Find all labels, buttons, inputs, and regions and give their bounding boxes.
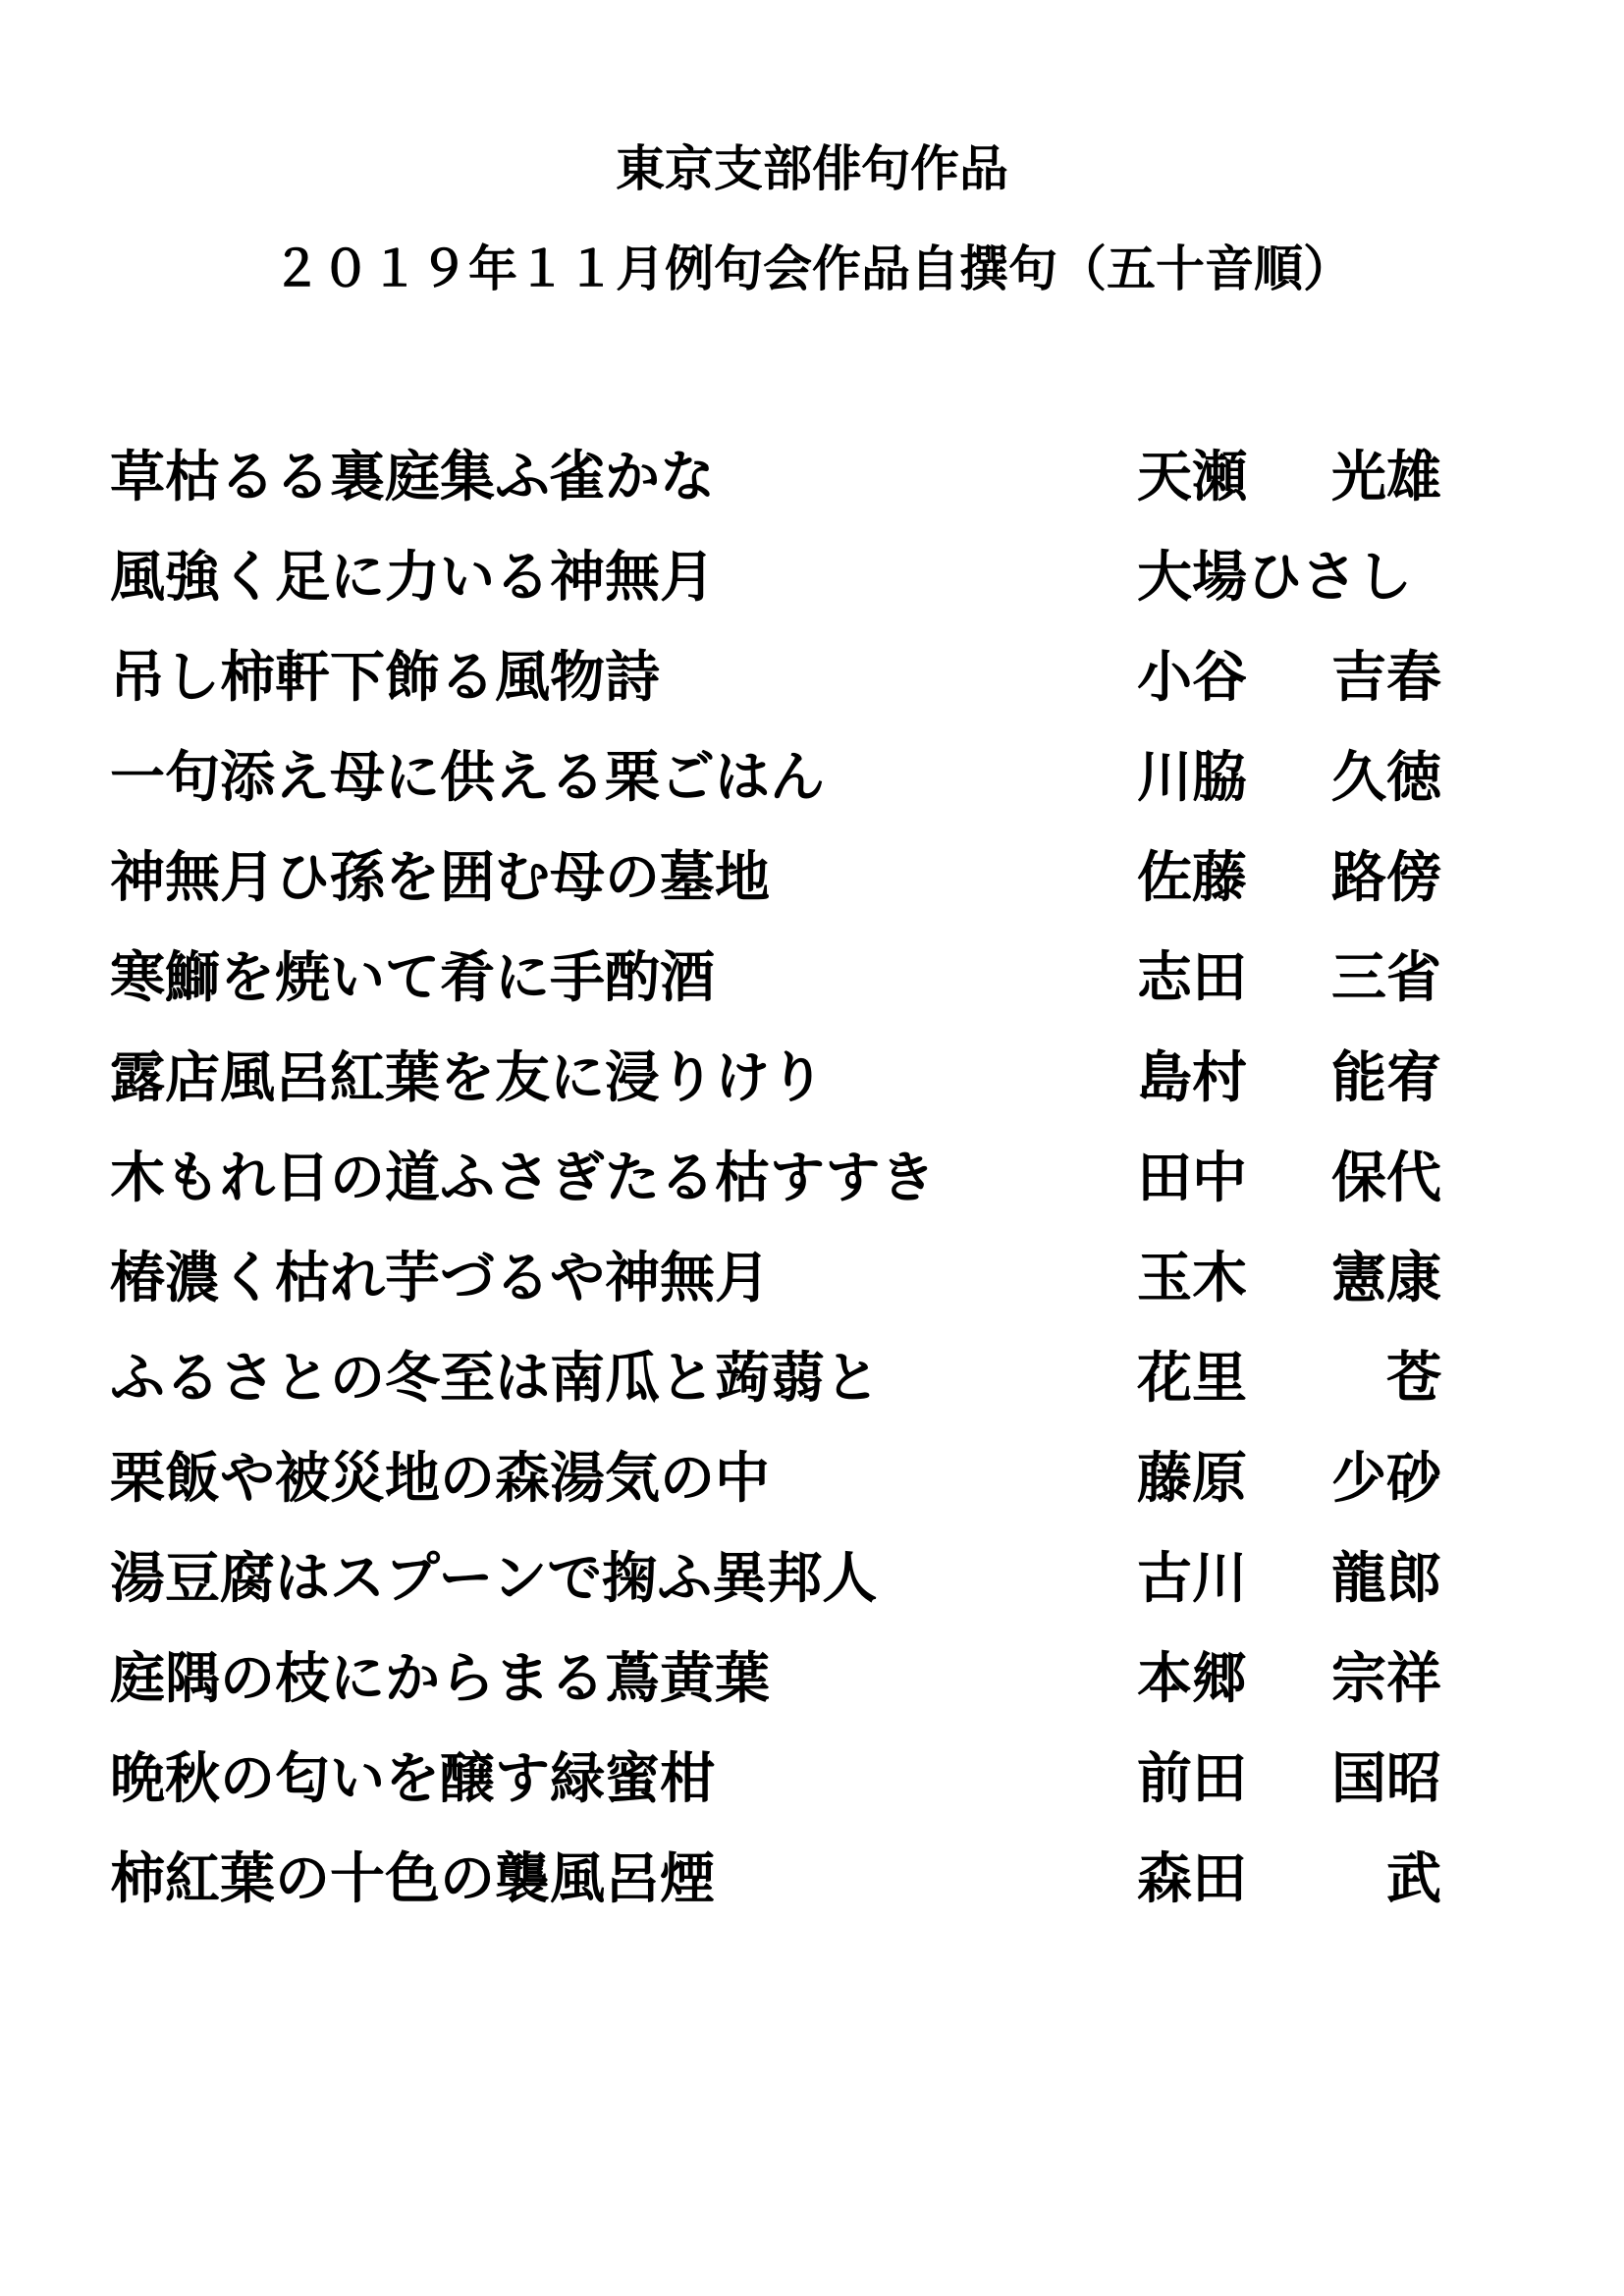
- author-given-name: 吉春: [1331, 645, 1441, 710]
- document-title: 東京支部俳句作品: [616, 139, 1008, 197]
- author-family-name: 藤原: [1137, 1446, 1247, 1511]
- author-name: [1137, 942, 1441, 1013]
- author-name: [1137, 842, 1441, 913]
- author-given-name: 能宥: [1331, 1045, 1441, 1110]
- haiku-row: [110, 1735, 1445, 1836]
- haiku-text: 椿濃く枯れ芋づるや神無月: [110, 1246, 770, 1310]
- haiku-text: 草枯るる裏庭集ふ雀かな: [110, 445, 715, 509]
- author-name: [1137, 742, 1441, 813]
- haiku-text: 栗飯や被災地の森湯気の中: [110, 1446, 770, 1511]
- haiku-row: [110, 834, 1445, 934]
- haiku-row: [110, 1836, 1445, 1936]
- haiku-row: [110, 1435, 1445, 1535]
- author-given-name: 憲康: [1331, 1246, 1441, 1310]
- author-given-name: 苍: [1386, 1346, 1441, 1411]
- haiku-text: 寒鰤を焼いて肴に手酌酒: [110, 945, 715, 1010]
- author-name: [1137, 1543, 1441, 1614]
- haiku-text: 湯豆腐はスプーンで掬ふ異邦人: [110, 1546, 878, 1611]
- haiku-text: 柿紅葉の十色の襲風呂煙: [110, 1846, 715, 1911]
- author-full-name: 大場ひさし: [1137, 545, 1412, 610]
- document-subtitle: ２０１９年１１月例句会作品自撰句（五十音順）: [272, 240, 1352, 297]
- author-name: [1137, 1743, 1441, 1814]
- author-family-name: 島村: [1137, 1045, 1247, 1110]
- haiku-row: [110, 534, 1445, 634]
- author-family-name: 小谷: [1137, 645, 1247, 710]
- author-given-name: 久徳: [1331, 745, 1441, 810]
- author-given-name: 龍郎: [1331, 1546, 1441, 1611]
- author-family-name: 森田: [1137, 1846, 1247, 1911]
- haiku-row: [110, 1635, 1445, 1735]
- author-name: [1137, 1843, 1441, 1914]
- author-family-name: 天瀬: [1137, 445, 1247, 509]
- author-given-name: 武: [1386, 1846, 1441, 1911]
- haiku-row: [110, 1335, 1445, 1435]
- author-name: [1137, 542, 1441, 613]
- haiku-text: 露店風呂紅葉を友に浸りけり: [110, 1045, 825, 1110]
- haiku-text: 一句添え母に供える栗ごはん: [110, 745, 825, 810]
- haiku-row: [110, 1035, 1445, 1135]
- author-name: [1137, 1243, 1441, 1313]
- author-given-name: 国昭: [1331, 1746, 1441, 1811]
- haiku-row: [110, 934, 1445, 1035]
- author-family-name: 古川: [1137, 1546, 1247, 1611]
- haiku-text: 神無月ひ孫を囲む母の墓地: [110, 845, 770, 910]
- haiku-row: [110, 1235, 1445, 1335]
- author-name: [1137, 1343, 1441, 1414]
- haiku-text: 晩秋の匂いを醸す緑蜜柑: [110, 1746, 715, 1811]
- author-given-name: 光雄: [1331, 445, 1441, 509]
- author-family-name: 玉木: [1137, 1246, 1247, 1310]
- author-family-name: 川脇: [1137, 745, 1247, 810]
- haiku-row: [110, 434, 1445, 534]
- haiku-text: 風強く足に力いる神無月: [110, 545, 715, 610]
- author-given-name: 保代: [1331, 1146, 1441, 1210]
- haiku-row: [110, 1535, 1445, 1635]
- haiku-text: 吊し柿軒下飾る風物詩: [110, 645, 660, 710]
- haiku-list: [110, 434, 1445, 1936]
- author-family-name: 花里: [1137, 1346, 1247, 1411]
- haiku-text: 木もれ日の道ふさぎたる枯すすき: [110, 1146, 936, 1210]
- author-family-name: 田中: [1137, 1146, 1247, 1210]
- author-name: [1137, 1643, 1441, 1714]
- haiku-row: [110, 634, 1445, 734]
- author-family-name: 本郷: [1137, 1646, 1247, 1711]
- haiku-row: [110, 1135, 1445, 1235]
- author-name: [1137, 442, 1441, 512]
- author-family-name: 志田: [1137, 945, 1247, 1010]
- haiku-text: ふるさとの冬至は南瓜と蒟蒻と: [110, 1346, 880, 1411]
- haiku-text: 庭隅の枝にからまる蔦黄葉: [110, 1646, 770, 1711]
- author-given-name: 宗祥: [1331, 1646, 1441, 1711]
- haiku-row: [110, 734, 1445, 834]
- author-name: [1137, 1443, 1441, 1514]
- author-given-name: 少砂: [1331, 1446, 1441, 1511]
- author-name: [1137, 1042, 1441, 1113]
- author-given-name: 三省: [1331, 945, 1441, 1010]
- author-given-name: 路傍: [1331, 845, 1441, 910]
- author-family-name: 前田: [1137, 1746, 1247, 1811]
- author-name: [1137, 1143, 1441, 1213]
- author-name: [1137, 642, 1441, 713]
- author-family-name: 佐藤: [1137, 845, 1247, 910]
